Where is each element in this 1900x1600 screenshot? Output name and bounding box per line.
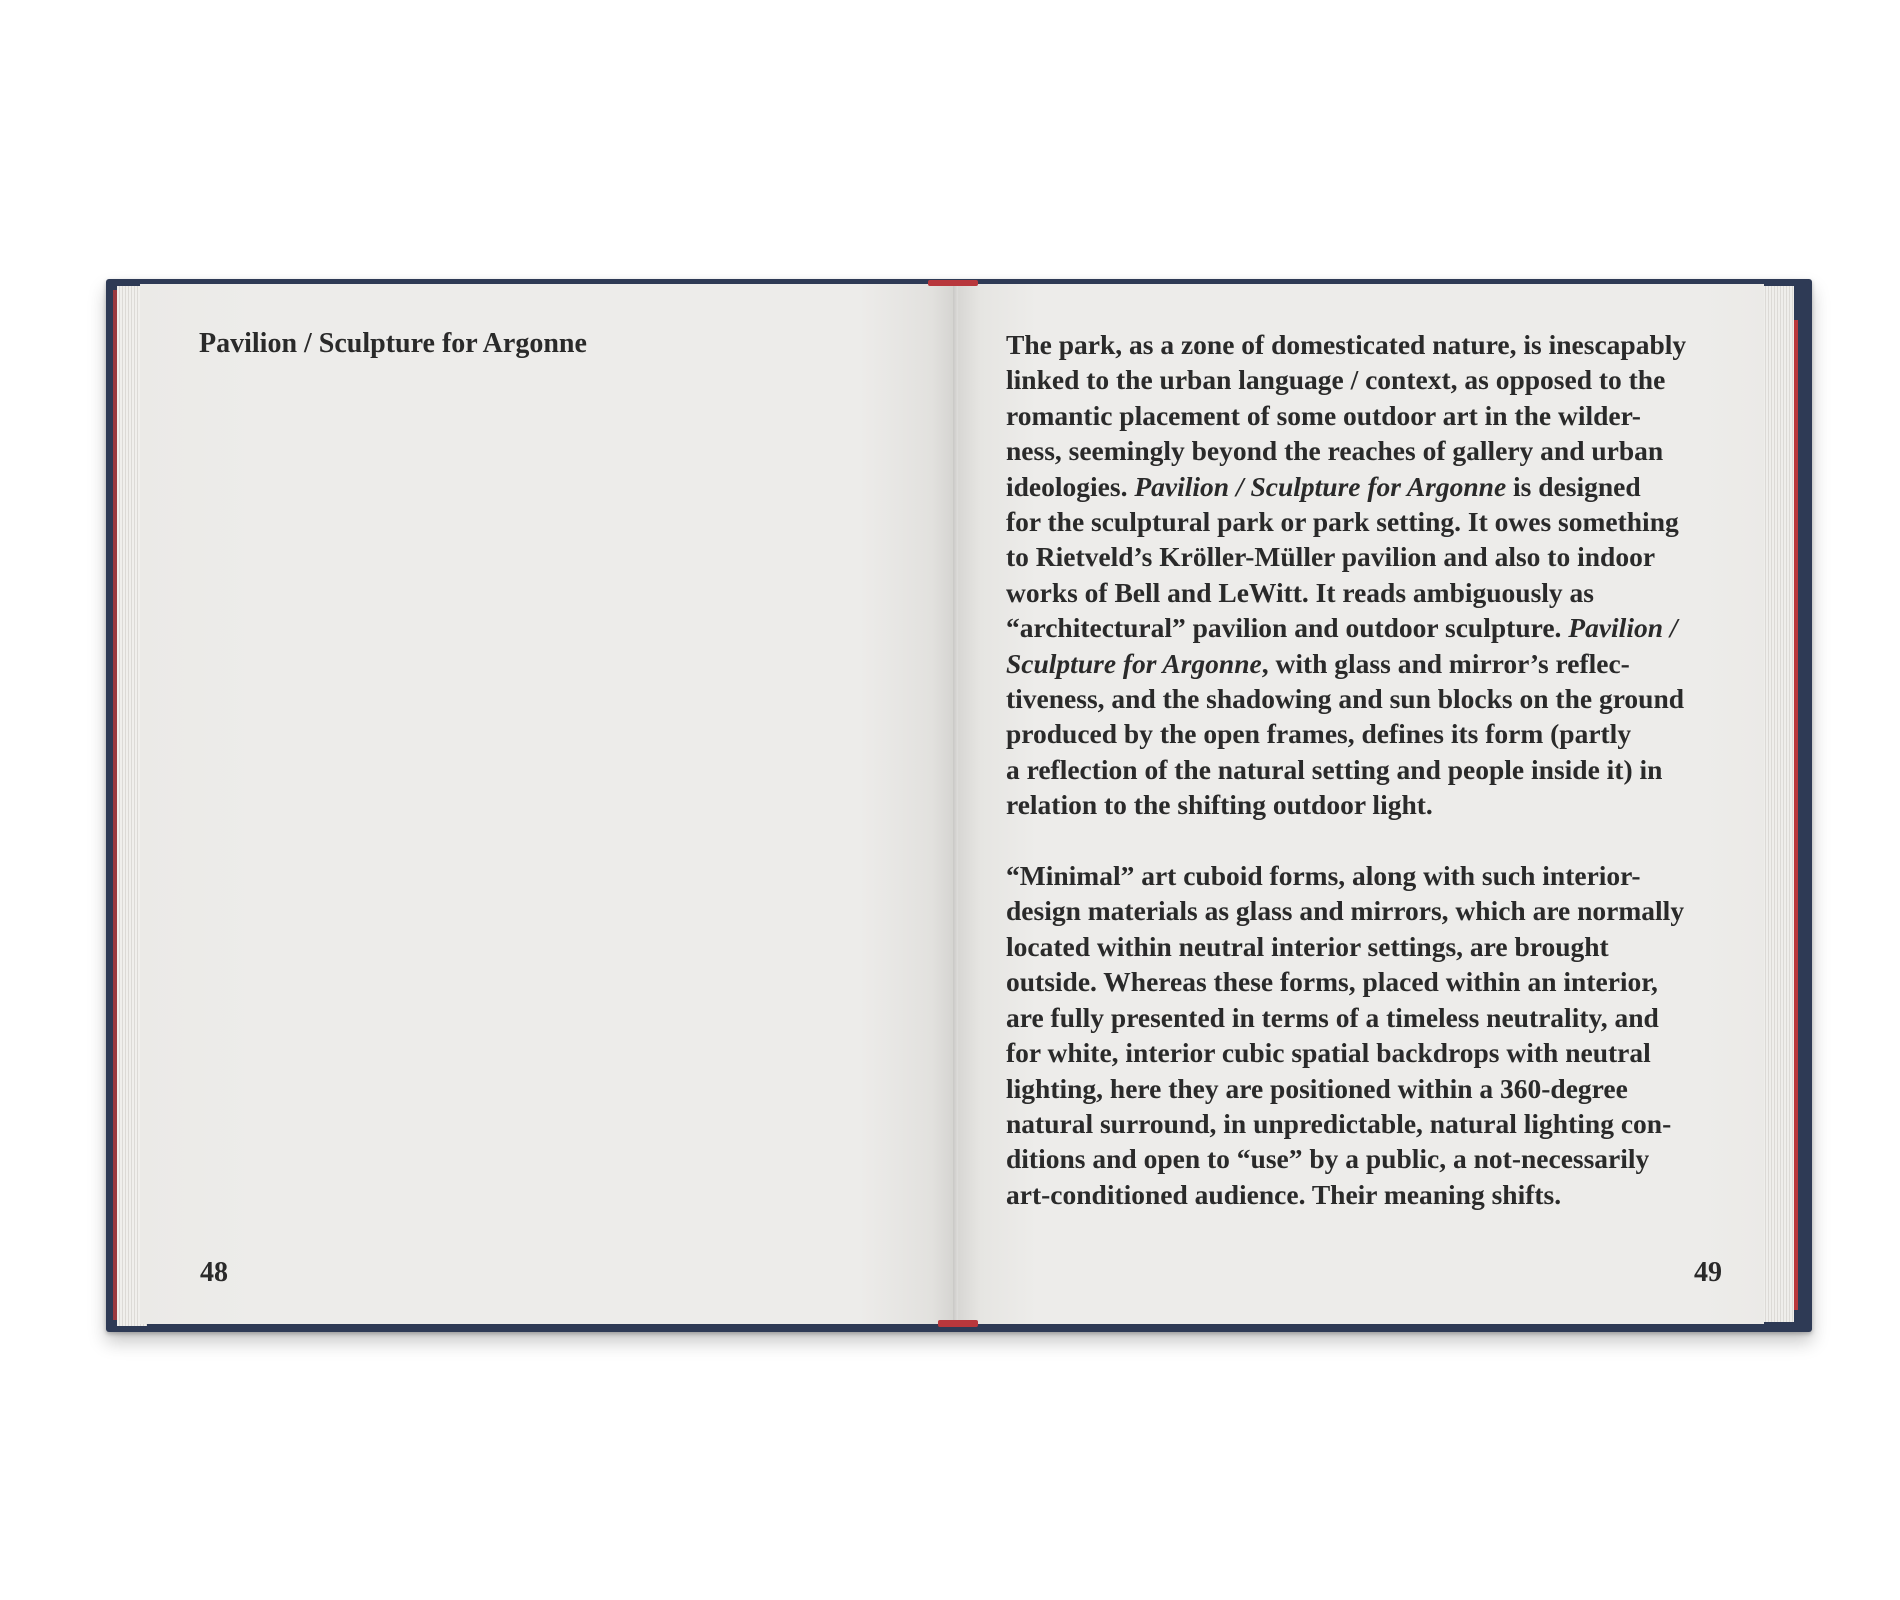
paragraph-gap (1006, 823, 1746, 858)
text-run: lighting, here they are positioned within a 360-degree (1006, 1072, 1628, 1104)
text-run: is designed (1506, 470, 1641, 502)
text-line (1006, 929, 1746, 964)
cover-edge-right (1794, 320, 1798, 1310)
headband-top (928, 280, 978, 286)
text-line (1006, 858, 1746, 893)
text-line (1006, 1106, 1746, 1141)
text-run: tiveness, and the shadowing and sun blocks on the ground (1006, 683, 1685, 715)
text-run: for the sculptural park or park setting. It owes something (1006, 506, 1679, 538)
paragraph (1006, 327, 1746, 823)
italic-title-run: Pavilion / (1568, 612, 1678, 644)
text-run: located within neutral interior settings, are brought (1006, 930, 1609, 962)
text-line (1006, 575, 1746, 610)
text-line (1006, 1035, 1746, 1070)
text-run: , with glass and mirror’s reflec- (1261, 647, 1630, 679)
text-line (1006, 539, 1746, 574)
text-line (1006, 610, 1746, 645)
text-line (1006, 327, 1746, 362)
text-line (1006, 646, 1746, 681)
text-run: natural surround, in unpredictable, natural lighting con- (1006, 1107, 1672, 1139)
paragraph (1006, 858, 1746, 1212)
text-line (1006, 1141, 1746, 1176)
italic-title-run: Sculpture for Argonne (1006, 647, 1262, 679)
text-run: ideologies. (1006, 470, 1135, 502)
body-text (1006, 327, 1746, 1212)
text-line (1006, 398, 1746, 433)
text-run: art-conditioned audience. Their meaning shifts. (1006, 1178, 1562, 1210)
text-run: to Rietveld’s Kröller-Müller pavilion and also to indoor (1006, 541, 1656, 573)
running-head: Pavilion / Sculpture for Argonne (199, 328, 587, 359)
headband-bottom (938, 1320, 978, 1327)
text-run: outside. Whereas these forms, placed within an interior, (1006, 966, 1658, 998)
text-line (1006, 504, 1746, 539)
page-stack-right (1762, 286, 1794, 1322)
text-line (1006, 716, 1746, 751)
page-number-left: 48 (200, 1257, 228, 1288)
text-run: relation to the shifting outdoor light. (1006, 789, 1433, 821)
text-line (1006, 1177, 1746, 1212)
text-run: “Minimal” art cuboid forms, along with such interior- (1006, 860, 1641, 892)
text-line (1006, 362, 1746, 397)
text-line (1006, 752, 1746, 787)
text-run: for white, interior cubic spatial backdrops with neutral (1006, 1037, 1651, 1069)
page-number-right: 49 (1694, 1257, 1722, 1288)
text-line (1006, 787, 1746, 822)
text-run: linked to the urban language / context, as opposed to the (1006, 364, 1666, 396)
gutter (953, 284, 958, 1324)
text-run: The park, as a zone of domesticated nature, is inescapably (1006, 329, 1687, 360)
text-line (1006, 964, 1746, 999)
text-run: are fully presented in terms of a timeless neutrality, and (1006, 1001, 1659, 1033)
text-line (1006, 1071, 1746, 1106)
text-run: a reflection of the natural setting and people inside it) in (1006, 753, 1663, 785)
text-run: romantic placement of some outdoor art in the wilder- (1006, 399, 1641, 431)
text-run: works of Bell and LeWitt. It reads ambiguously as (1006, 576, 1595, 608)
text-line (1006, 681, 1746, 716)
text-run: “architectural” pavilion and outdoor sculpture. (1006, 612, 1569, 644)
italic-title-run: Pavilion / Sculpture for Argonne (1134, 470, 1507, 502)
text-line (1006, 1000, 1746, 1035)
text-run: ditions and open to “use” by a public, a not-necessarily (1006, 1143, 1650, 1175)
text-run: ness, seemingly beyond the reaches of gallery and urban (1006, 435, 1664, 467)
text-line (1006, 433, 1746, 468)
left-page (140, 284, 956, 1324)
text-run: design materials as glass and mirrors, which are normally (1006, 895, 1685, 927)
text-line (1006, 893, 1746, 928)
text-line (1006, 469, 1746, 504)
text-run: produced by the open frames, defines its form (partly (1006, 718, 1632, 750)
